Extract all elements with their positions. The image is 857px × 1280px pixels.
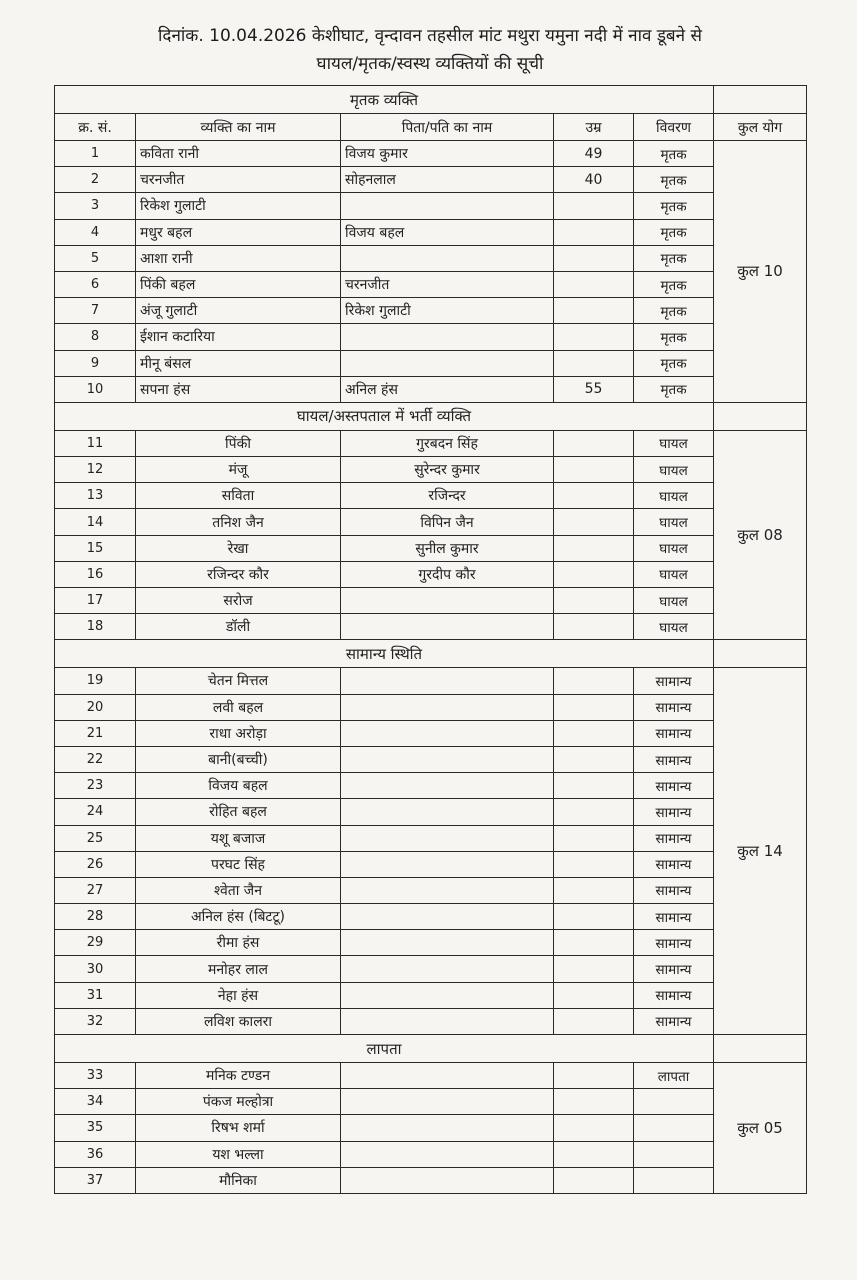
status-cell: सामान्य [634, 904, 714, 930]
person-name-cell: श्वेता जैन [136, 877, 341, 903]
table-row [55, 376, 807, 402]
casualty-list-table [54, 85, 807, 1194]
section-title: सामान्य स्थिति [55, 640, 714, 668]
serial-number-cell: 7 [55, 298, 136, 324]
age-cell [554, 746, 634, 772]
table-row [55, 219, 807, 245]
table-row [55, 1063, 807, 1089]
status-cell: मृतक [634, 298, 714, 324]
relation-name-cell [341, 956, 554, 982]
column-header-row [55, 114, 807, 141]
status-cell [634, 1167, 714, 1193]
relation-name-cell [341, 1141, 554, 1167]
status-cell: मृतक [634, 193, 714, 219]
serial-number-cell: 10 [55, 376, 136, 402]
age-cell [554, 851, 634, 877]
serial-number-cell: 30 [55, 956, 136, 982]
age-cell [554, 956, 634, 982]
person-name-cell: पिंकी बहल [136, 271, 341, 297]
relation-name-cell [341, 350, 554, 376]
person-name-cell: यशू बजाज [136, 825, 341, 851]
casualty-table-body [55, 86, 807, 1194]
document-title-line-1: दिनांक. 10.04.2026 केशीघाट, वृन्दावन तहसील मांट मथुरा यमुना नदी में नाव डूबने से [158, 26, 702, 46]
section-total-cell: कुल 10 [714, 141, 807, 403]
status-cell: घायल [634, 588, 714, 614]
relation-name-cell [341, 193, 554, 219]
person-name-cell: चेतन मित्तल [136, 668, 341, 694]
serial-number-cell: 27 [55, 877, 136, 903]
age-cell: 40 [554, 167, 634, 193]
serial-number-cell: 29 [55, 930, 136, 956]
serial-number-cell: 11 [55, 430, 136, 456]
status-cell: मृतक [634, 245, 714, 271]
age-cell [554, 193, 634, 219]
serial-number-cell: 9 [55, 350, 136, 376]
status-cell: सामान्य [634, 746, 714, 772]
relation-name-cell [341, 1063, 554, 1089]
person-name-cell: लविश कालरा [136, 1008, 341, 1034]
section-header-row [55, 86, 807, 114]
relation-name-cell [341, 746, 554, 772]
age-cell [554, 904, 634, 930]
age-cell [554, 694, 634, 720]
table-row [55, 535, 807, 561]
status-cell [634, 1089, 714, 1115]
serial-number-cell: 34 [55, 1089, 136, 1115]
serial-number-cell: 37 [55, 1167, 136, 1193]
status-cell: लापता [634, 1063, 714, 1089]
relation-name-cell: गुरदीप कौर [341, 561, 554, 587]
section-total-blank [714, 402, 807, 430]
person-name-cell: रीमा हंस [136, 930, 341, 956]
status-cell: सामान्य [634, 694, 714, 720]
table-row [55, 509, 807, 535]
status-cell: सामान्य [634, 982, 714, 1008]
table-row [55, 588, 807, 614]
person-name-cell: यश भल्ला [136, 1141, 341, 1167]
status-cell: मृतक [634, 324, 714, 350]
person-name-cell: पंकज मल्होत्रा [136, 1089, 341, 1115]
table-row [55, 324, 807, 350]
section-total-blank [714, 640, 807, 668]
table-row [55, 825, 807, 851]
age-cell [554, 324, 634, 350]
age-cell [554, 825, 634, 851]
relation-name-cell: विजय बहल [341, 219, 554, 245]
age-cell [554, 930, 634, 956]
person-name-cell: मौनिका [136, 1167, 341, 1193]
age-cell [554, 298, 634, 324]
status-cell: घायल [634, 614, 714, 640]
serial-number-cell: 26 [55, 851, 136, 877]
age-cell [554, 877, 634, 903]
serial-number-cell: 25 [55, 825, 136, 851]
age-cell [554, 720, 634, 746]
person-name-cell: डॉली [136, 614, 341, 640]
section-header-row [55, 1035, 807, 1063]
serial-number-cell: 32 [55, 1008, 136, 1034]
age-cell [554, 430, 634, 456]
relation-name-cell: सुरेन्दर कुमार [341, 457, 554, 483]
status-cell: सामान्य [634, 799, 714, 825]
person-name-cell: तनिश जैन [136, 509, 341, 535]
serial-number-cell: 3 [55, 193, 136, 219]
age-cell [554, 535, 634, 561]
serial-number-cell: 6 [55, 271, 136, 297]
person-name-cell: मधुर बहल [136, 219, 341, 245]
header-person-name: व्यक्ति का नाम [136, 114, 341, 141]
table-row [55, 245, 807, 271]
status-cell: सामान्य [634, 930, 714, 956]
header-status: विवरण [634, 114, 714, 141]
relation-name-cell [341, 668, 554, 694]
table-row [55, 271, 807, 297]
relation-name-cell [341, 1008, 554, 1034]
table-row [55, 982, 807, 1008]
person-name-cell: मीनू बंसल [136, 350, 341, 376]
serial-number-cell: 23 [55, 773, 136, 799]
age-cell [554, 509, 634, 535]
serial-number-cell: 36 [55, 1141, 136, 1167]
age-cell [554, 799, 634, 825]
status-cell: सामान्य [634, 851, 714, 877]
age-cell [554, 561, 634, 587]
serial-number-cell: 15 [55, 535, 136, 561]
age-cell [554, 982, 634, 1008]
status-cell [634, 1115, 714, 1141]
table-row [55, 1141, 807, 1167]
serial-number-cell: 22 [55, 746, 136, 772]
relation-name-cell [341, 851, 554, 877]
serial-number-cell: 2 [55, 167, 136, 193]
relation-name-cell [341, 773, 554, 799]
serial-number-cell: 31 [55, 982, 136, 1008]
table-row [55, 799, 807, 825]
person-name-cell: आशा रानी [136, 245, 341, 271]
table-row [55, 193, 807, 219]
serial-number-cell: 28 [55, 904, 136, 930]
relation-name-cell: विजय कुमार [341, 141, 554, 167]
section-header-row [55, 402, 807, 430]
age-cell [554, 219, 634, 245]
relation-name-cell [341, 877, 554, 903]
table-row [55, 350, 807, 376]
relation-name-cell [341, 825, 554, 851]
relation-name-cell [341, 982, 554, 1008]
relation-name-cell [341, 720, 554, 746]
header-serial-number: क्र. सं. [55, 114, 136, 141]
serial-number-cell: 8 [55, 324, 136, 350]
person-name-cell: परघट सिंह [136, 851, 341, 877]
age-cell [554, 271, 634, 297]
relation-name-cell [341, 904, 554, 930]
age-cell [554, 1089, 634, 1115]
person-name-cell: ईशान कटारिया [136, 324, 341, 350]
person-name-cell: सपना हंस [136, 376, 341, 402]
table-row [55, 773, 807, 799]
relation-name-cell: सुनील कुमार [341, 535, 554, 561]
age-cell: 49 [554, 141, 634, 167]
serial-number-cell: 16 [55, 561, 136, 587]
table-row [55, 430, 807, 456]
status-cell: सामान्य [634, 773, 714, 799]
table-row [55, 1115, 807, 1141]
status-cell: सामान्य [634, 1008, 714, 1034]
relation-name-cell [341, 245, 554, 271]
status-cell: घायल [634, 430, 714, 456]
header-relation-name: पिता/पति का नाम [341, 114, 554, 141]
status-cell: मृतक [634, 141, 714, 167]
status-cell [634, 1141, 714, 1167]
age-cell [554, 483, 634, 509]
relation-name-cell: अनिल हंस [341, 376, 554, 402]
person-name-cell: सविता [136, 483, 341, 509]
relation-name-cell: रजिन्दर [341, 483, 554, 509]
relation-name-cell: चरनजीत [341, 271, 554, 297]
status-cell: सामान्य [634, 668, 714, 694]
relation-name-cell [341, 614, 554, 640]
status-cell: घायल [634, 509, 714, 535]
serial-number-cell: 14 [55, 509, 136, 535]
status-cell: सामान्य [634, 956, 714, 982]
table-row [55, 851, 807, 877]
person-name-cell: सरोज [136, 588, 341, 614]
relation-name-cell: सोहनलाल [341, 167, 554, 193]
serial-number-cell: 21 [55, 720, 136, 746]
serial-number-cell: 4 [55, 219, 136, 245]
relation-name-cell [341, 588, 554, 614]
person-name-cell: नेहा हंस [136, 982, 341, 1008]
age-cell [554, 614, 634, 640]
relation-name-cell [341, 694, 554, 720]
age-cell: 55 [554, 376, 634, 402]
table-row [55, 1167, 807, 1193]
serial-number-cell: 13 [55, 483, 136, 509]
status-cell: मृतक [634, 167, 714, 193]
person-name-cell: रेखा [136, 535, 341, 561]
person-name-cell: चरनजीत [136, 167, 341, 193]
serial-number-cell: 19 [55, 668, 136, 694]
serial-number-cell: 20 [55, 694, 136, 720]
serial-number-cell: 18 [55, 614, 136, 640]
document-title-line-2: घायल/मृतक/स्वस्थ व्यक्तियों की सूची [316, 54, 544, 74]
age-cell [554, 457, 634, 483]
status-cell: सामान्य [634, 720, 714, 746]
section-total-cell: कुल 08 [714, 430, 807, 640]
table-row [55, 298, 807, 324]
serial-number-cell: 12 [55, 457, 136, 483]
status-cell: घायल [634, 561, 714, 587]
relation-name-cell [341, 930, 554, 956]
person-name-cell: बानी(बच्ची) [136, 746, 341, 772]
serial-number-cell: 1 [55, 141, 136, 167]
person-name-cell: विजय बहल [136, 773, 341, 799]
relation-name-cell: रिकेश गुलाटी [341, 298, 554, 324]
age-cell [554, 1115, 634, 1141]
section-total-cell: कुल 14 [714, 668, 807, 1035]
status-cell: सामान्य [634, 877, 714, 903]
relation-name-cell [341, 1167, 554, 1193]
relation-name-cell [341, 324, 554, 350]
person-name-cell: मनोहर लाल [136, 956, 341, 982]
section-total-blank [714, 86, 807, 114]
relation-name-cell: गुरबदन सिंह [341, 430, 554, 456]
status-cell: सामान्य [634, 825, 714, 851]
relation-name-cell: विपिन जैन [341, 509, 554, 535]
table-row [55, 877, 807, 903]
age-cell [554, 1141, 634, 1167]
header-age: उम्र [554, 114, 634, 141]
age-cell [554, 668, 634, 694]
table-row [55, 561, 807, 587]
table-row [55, 167, 807, 193]
serial-number-cell: 5 [55, 245, 136, 271]
status-cell: घायल [634, 457, 714, 483]
table-row [55, 668, 807, 694]
status-cell: घायल [634, 535, 714, 561]
person-name-cell: अंजू गुलाटी [136, 298, 341, 324]
table-row [55, 694, 807, 720]
status-cell: मृतक [634, 350, 714, 376]
age-cell [554, 1167, 634, 1193]
table-row [55, 956, 807, 982]
age-cell [554, 245, 634, 271]
table-row [55, 457, 807, 483]
status-cell: घायल [634, 483, 714, 509]
status-cell: मृतक [634, 219, 714, 245]
person-name-cell: अनिल हंस (बिटटू) [136, 904, 341, 930]
status-cell: मृतक [634, 271, 714, 297]
person-name-cell: रोहित बहल [136, 799, 341, 825]
person-name-cell: लवी बहल [136, 694, 341, 720]
person-name-cell: रजिन्दर कौर [136, 561, 341, 587]
serial-number-cell: 35 [55, 1115, 136, 1141]
person-name-cell: रिषभ शर्मा [136, 1115, 341, 1141]
table-row [55, 141, 807, 167]
relation-name-cell [341, 1115, 554, 1141]
section-title: मृतक व्यक्ति [55, 86, 714, 114]
section-header-row [55, 640, 807, 668]
age-cell [554, 773, 634, 799]
serial-number-cell: 17 [55, 588, 136, 614]
section-total-cell: कुल 05 [714, 1063, 807, 1194]
relation-name-cell [341, 1089, 554, 1115]
age-cell [554, 588, 634, 614]
person-name-cell: पिंकी [136, 430, 341, 456]
person-name-cell: मंजू [136, 457, 341, 483]
serial-number-cell: 33 [55, 1063, 136, 1089]
person-name-cell: कविता रानी [136, 141, 341, 167]
table-row [55, 1089, 807, 1115]
status-cell: मृतक [634, 376, 714, 402]
age-cell [554, 1063, 634, 1089]
section-title: घायल/अस्तपताल में भर्ती व्यक्ति [55, 402, 714, 430]
table-row [55, 483, 807, 509]
table-row [55, 720, 807, 746]
relation-name-cell [341, 799, 554, 825]
age-cell [554, 350, 634, 376]
table-row [55, 904, 807, 930]
age-cell [554, 1008, 634, 1034]
person-name-cell: मनिक टण्डन [136, 1063, 341, 1089]
person-name-cell: रिकेश गुलाटी [136, 193, 341, 219]
table-row [55, 930, 807, 956]
section-total-blank [714, 1035, 807, 1063]
table-row [55, 746, 807, 772]
person-name-cell: राधा अरोड़ा [136, 720, 341, 746]
header-total: कुल योग [714, 114, 807, 141]
serial-number-cell: 24 [55, 799, 136, 825]
section-title: लापता [55, 1035, 714, 1063]
table-row [55, 1008, 807, 1034]
table-row [55, 614, 807, 640]
